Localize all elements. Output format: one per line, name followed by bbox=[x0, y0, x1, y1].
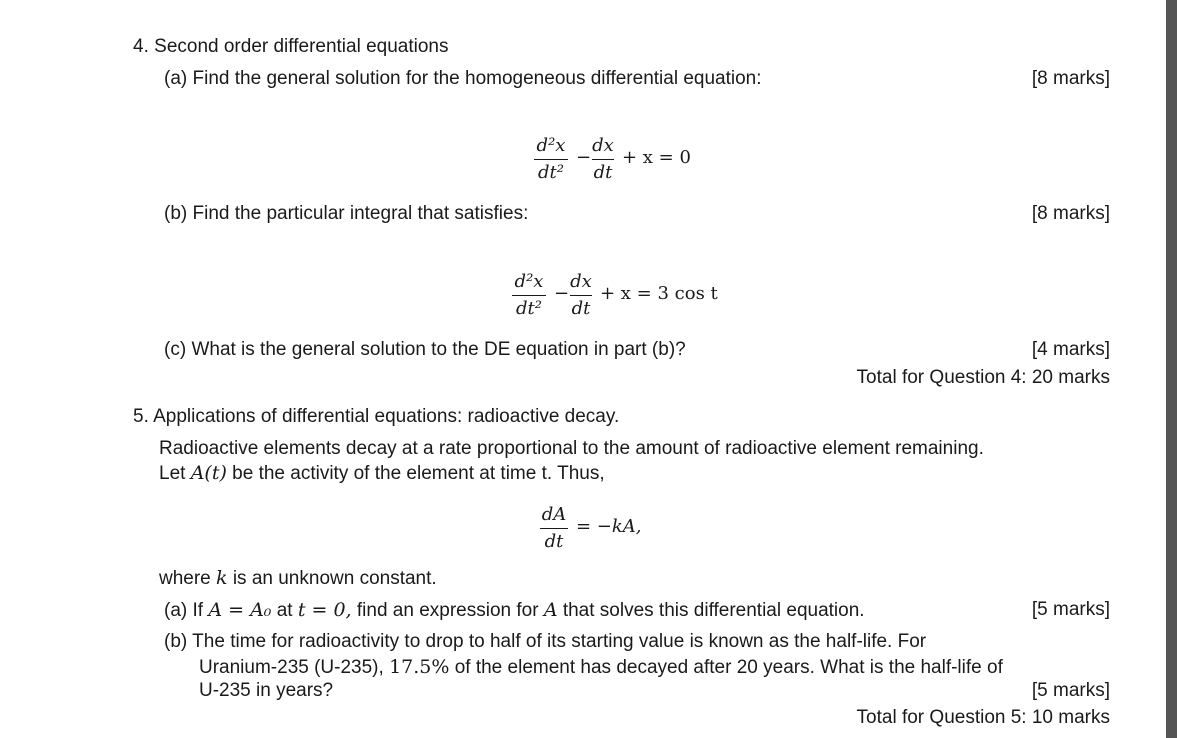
denominator: dt bbox=[593, 162, 613, 183]
q5-total: Total for Question 5: 10 marks bbox=[856, 707, 1110, 728]
q4c-marks: [4 marks] bbox=[1031, 339, 1110, 360]
math-k: k bbox=[216, 567, 228, 589]
q5-part-b-line-2 bbox=[199, 655, 1003, 680]
fraction-d2x-dt2 bbox=[534, 136, 568, 183]
denominator: dt bbox=[571, 298, 591, 319]
denominator: dt² bbox=[516, 298, 542, 319]
text-segment: be the activity of the element at time t. Thus, bbox=[226, 463, 605, 484]
q5-intro-line-1: Radioactive elements decay at a rate proportional to the amount of radioactive element remaining. bbox=[159, 438, 984, 459]
minus-sign: − bbox=[554, 283, 570, 304]
text-segment: of the element has decayed after 20 years. What is the half-life of bbox=[449, 657, 1003, 678]
q5-part-b-line-3: U-235 in years? bbox=[199, 680, 334, 701]
text-segment: where bbox=[159, 568, 217, 589]
part-text: What is the general solution to the DE equation in part (b)? bbox=[191, 339, 686, 360]
question-number: 4. bbox=[133, 36, 149, 57]
q5-part-a bbox=[164, 598, 865, 623]
denominator: dt bbox=[544, 531, 564, 552]
part-text: Find the particular integral that satisfies: bbox=[192, 203, 529, 224]
text-segment: is an unknown constant. bbox=[227, 568, 437, 589]
numerator: dA bbox=[541, 504, 567, 525]
question-5-heading bbox=[133, 405, 619, 429]
part-label: (b) bbox=[164, 631, 188, 652]
text-segment: find an expression for bbox=[351, 600, 544, 621]
part-text: Find the general solution for the homogeneous differential equation: bbox=[192, 68, 762, 89]
text-segment: that solves this differential equation. bbox=[557, 600, 865, 621]
q5-where-line bbox=[159, 566, 437, 591]
text-segment: If bbox=[192, 600, 209, 621]
part-label: (b) bbox=[164, 203, 188, 224]
viewer-edge bbox=[1166, 0, 1177, 738]
text-segment: at bbox=[271, 600, 298, 621]
part-label: (a) bbox=[164, 600, 188, 621]
numerator: dx bbox=[570, 271, 592, 292]
question-title: Applications of differential equations: radioactive decay. bbox=[153, 406, 620, 427]
percent-value: 17.5% bbox=[389, 656, 450, 678]
math-a-of-t: A(t) bbox=[190, 462, 227, 484]
q4b-marks: [8 marks] bbox=[1031, 203, 1110, 224]
part-label: (c) bbox=[164, 339, 187, 360]
denominator: dt² bbox=[538, 162, 564, 183]
equation-rest: + x = 0 bbox=[622, 147, 691, 168]
q5-part-b-line-1 bbox=[164, 630, 926, 654]
part-label: (a) bbox=[164, 68, 188, 89]
numerator: dx bbox=[592, 135, 614, 156]
question-number: 5. bbox=[133, 406, 149, 427]
fraction-d2x-dt2 bbox=[512, 272, 546, 319]
math-a: A bbox=[543, 599, 558, 621]
question-title: Second order differential equations bbox=[154, 36, 449, 57]
equation-rest: = −kA, bbox=[576, 516, 642, 537]
equation-rest: + x = 3 cos t bbox=[600, 283, 718, 304]
q5-intro-line-2 bbox=[159, 461, 605, 486]
math-t-equals-0: t = 0, bbox=[297, 599, 352, 621]
part-text: The time for radioactivity to drop to half of its starting value is known as the half-life. For bbox=[192, 631, 927, 652]
fraction-dx-dt bbox=[592, 136, 614, 183]
q4-part-a bbox=[164, 67, 762, 91]
q4-part-b bbox=[164, 202, 528, 226]
q4-total: Total for Question 4: 20 marks bbox=[856, 367, 1110, 388]
minus-sign: − bbox=[576, 147, 592, 168]
text-segment: Uranium-235 (U-235), bbox=[199, 657, 390, 678]
q4b-equation bbox=[506, 272, 736, 322]
q5b-marks: [5 marks] bbox=[1031, 680, 1110, 701]
q5a-marks: [5 marks] bbox=[1031, 599, 1110, 620]
q4-part-c bbox=[164, 338, 686, 362]
text-segment: Let bbox=[159, 463, 191, 484]
q4a-marks: [8 marks] bbox=[1031, 68, 1110, 89]
fraction-dx-dt bbox=[570, 272, 592, 319]
math-a-equals-a0: A = A₀ bbox=[208, 599, 272, 621]
q5-equation bbox=[536, 505, 676, 555]
fraction-da-dt bbox=[540, 505, 568, 552]
numerator: d²x bbox=[514, 271, 544, 292]
q4a-equation bbox=[528, 136, 708, 186]
numerator: d²x bbox=[536, 135, 566, 156]
question-4-heading bbox=[133, 35, 449, 59]
